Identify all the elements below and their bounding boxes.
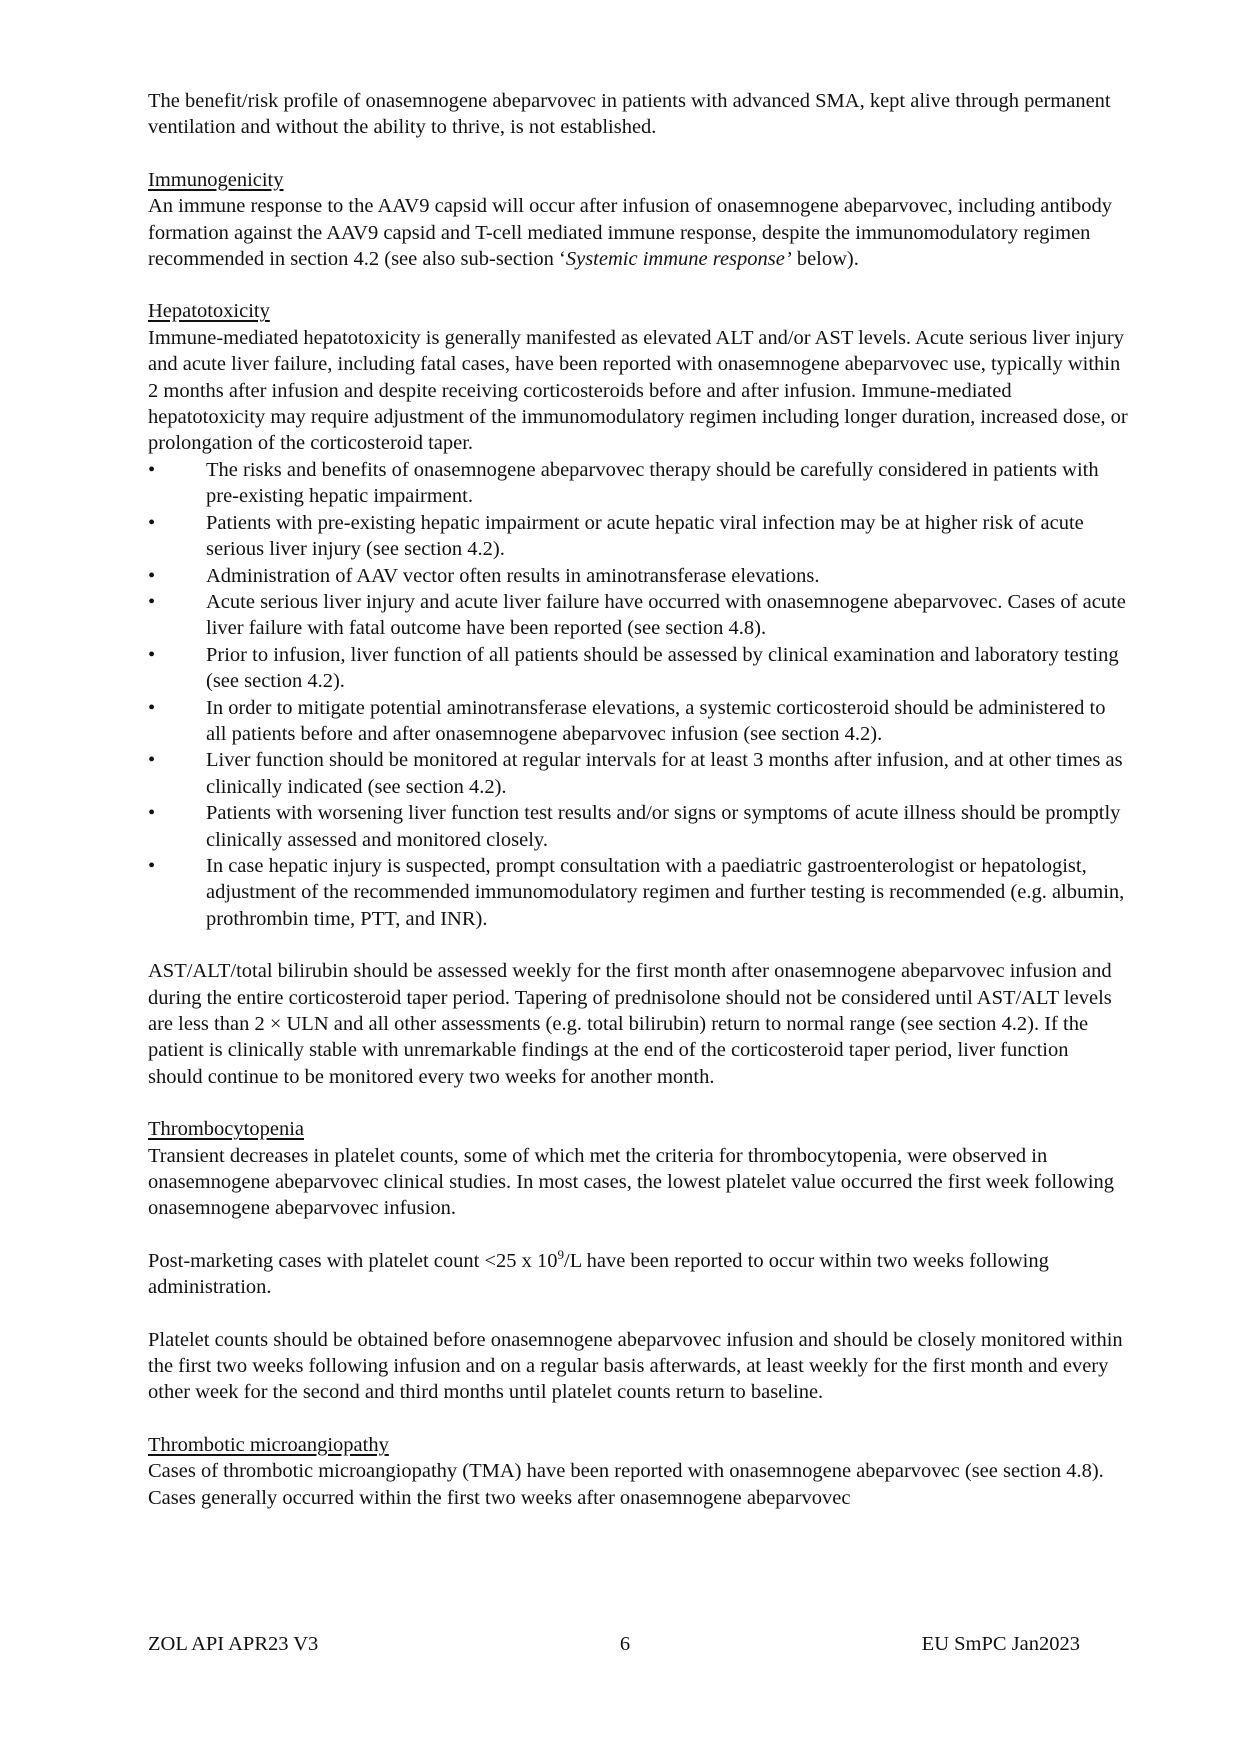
bullet-icon: • — [148, 458, 156, 481]
immunogenicity-text-end: below). — [791, 248, 859, 271]
list-item-text: Prior to infusion, liver function of all patients should be assessed by clinical examination and laboratory testing (see section 4.2). — [206, 643, 1119, 693]
hepatotoxicity-monitoring-paragraph: AST/ALT/total bilirubin should be assessed weekly for the first month after onasemnogene abeparvovec infusion and during the entire corticosteroid taper period. Tapering of prednisolone should not be considered until AST/ALT levels are less than 2 × ULN and all other assessments (e.g. total bilirubin) return to normal range (see section 4.2). If the patient is clinically stable with unremarkable findings at the end of the corticosteroid taper period, liver function should continue to be monitored every two weeks for another month. — [148, 960, 1112, 1088]
bullet-icon: • — [148, 749, 156, 772]
thrombocytopenia-section — [148, 1116, 1128, 1406]
bullet-icon: • — [148, 802, 156, 825]
thrombocytopenia-paragraph-3: Platelet counts should be obtained before onasemnogene abeparvovec infusion and should be closely monitored within the first two weeks following infusion and on a regular basis afterwards, at least weekly for the first month and every other week for the second and third months until platelet counts return to baseline. — [148, 1328, 1123, 1404]
bullet-icon: • — [148, 643, 156, 666]
intro-paragraph: The benefit/risk profile of onasemnogene abeparvovec in patients with advanced SMA, kept alive through permanent ventilation and without the ability to thrive, is not established. — [148, 90, 1111, 139]
page-content — [148, 88, 1128, 1511]
thrombocytopenia-heading: Thrombocytopenia — [148, 1118, 304, 1141]
immunogenicity-text-start: An immune response to the AAV9 capsid will occur after infusion of onasemnogene abeparvovec, including antibody formation against the AAV9 capsid and T-cell mediated immune response, despite the immunomodulatory regimen recommended in section 4.2 (see also sub-section ‘ — [148, 195, 1113, 271]
list-item-text: Administration of AAV vector often results in aminotransferase elevations. — [206, 564, 820, 587]
exponent-superscript: 9 — [557, 1247, 565, 1263]
bullet-icon: • — [148, 854, 156, 877]
list-item-text: Patients with pre-existing hepatic impairment or acute hepatic viral infection may be at higher risk of acute serious liver injury (see section 4.2). — [206, 511, 1084, 561]
footer-version: EU SmPC Jan2023 — [921, 1633, 1080, 1655]
immunogenicity-paragraph — [148, 193, 1128, 272]
bullet-icon: • — [148, 564, 156, 587]
list-item — [148, 589, 1128, 642]
list-item-text: Patients with worsening liver function test results and/or signs or symptoms of acute illness should be promptly clinically assessed and monitored closely. — [206, 802, 1121, 851]
list-item-text: Acute serious liver injury and acute liver failure have occurred with onasemnogene abeparvovec. Cases of acute liver failure with fatal outcome have been reported (see section 4.8). — [206, 590, 1126, 640]
list-item-text: Liver function should be monitored at regular intervals for at least 3 months after infusion, and at other times as clinically indicated (see section 4.2). — [206, 749, 1123, 798]
immunogenicity-heading: Immunogenicity — [148, 168, 284, 191]
hepatotoxicity-heading: Hepatotoxicity — [148, 300, 270, 323]
list-item — [148, 563, 1128, 589]
hepatotoxicity-paragraph: Immune-mediated hepatotoxicity is generally manifested as elevated ALT and/or AST levels. Acute serious liver injury and acute liver failure, including fatal cases, have been reported with onasemnogene abeparvovec use, typically within 2 months after infusion and despite receiving corticosteroids before and after infusion. Immune-mediated hepatotoxicity may require adjustment of the immunomodulatory regimen including longer duration, increased dose, or prolongation of the corticosteroid taper. — [148, 326, 1128, 455]
immunogenicity-text-italic: Systemic immune response’ — [565, 248, 792, 271]
tma-section — [148, 1432, 1128, 1511]
tma-paragraph: Cases of thrombotic microangiopathy (TMA) have been reported with onasemnogene abeparvovec (see section 4.8). Cases generally occurred within the first two weeks after onasemnogene abeparvovec — [148, 1460, 1104, 1509]
platelet-count-text-start: Post-marketing cases with platelet count <25 x 10 — [148, 1249, 558, 1272]
list-item-text: In case hepatic injury is suspected, prompt consultation with a paediatric gastroenterologist or hepatologist, adjustment of the recommended immunomodulatory regimen and further testing is recommended (e.g. albumin, prothrombin time, PTT, and INR). — [206, 854, 1125, 930]
list-item — [148, 695, 1128, 748]
list-item — [148, 853, 1128, 932]
list-item — [148, 800, 1128, 853]
page-footer — [148, 1631, 1080, 1659]
list-item — [148, 642, 1128, 695]
hepatotoxicity-bullet-list — [148, 457, 1128, 932]
list-item-text: The risks and benefits of onasemnogene abeparvovec therapy should be carefully considered in patients with pre-existing hepatic impairment. — [206, 458, 1099, 508]
immunogenicity-section — [148, 167, 1128, 273]
list-item — [148, 510, 1128, 563]
footer-document-code: ZOL API APR23 V3 — [148, 1633, 319, 1655]
bullet-icon: • — [148, 590, 156, 613]
bullet-icon: • — [148, 511, 156, 534]
list-item — [148, 747, 1128, 800]
bullet-icon: • — [148, 696, 156, 719]
list-item — [148, 457, 1128, 510]
thrombocytopenia-paragraph-2 — [148, 1248, 1128, 1301]
list-item-text: In order to mitigate potential aminotransferase elevations, a systemic corticosteroid should be administered to all patients before and after onasemnogene abeparvovec infusion (see section 4.2). — [206, 696, 1106, 745]
thrombocytopenia-paragraph-1: Transient decreases in platelet counts, some of which met the criteria for thrombocytopenia, were observed in onasemnogene abeparvovec clinical studies. In most cases, the lowest platelet value occurred the first week following onasemnogene abeparvovec infusion. — [148, 1144, 1115, 1220]
hepatotoxicity-section — [148, 298, 1128, 1090]
tma-heading: Thrombotic microangiopathy — [148, 1433, 389, 1456]
platelet-count-text-end: /L have been reported to occur within two weeks following administration. — [148, 1249, 1049, 1299]
footer-page-number: 6 — [619, 1633, 631, 1655]
